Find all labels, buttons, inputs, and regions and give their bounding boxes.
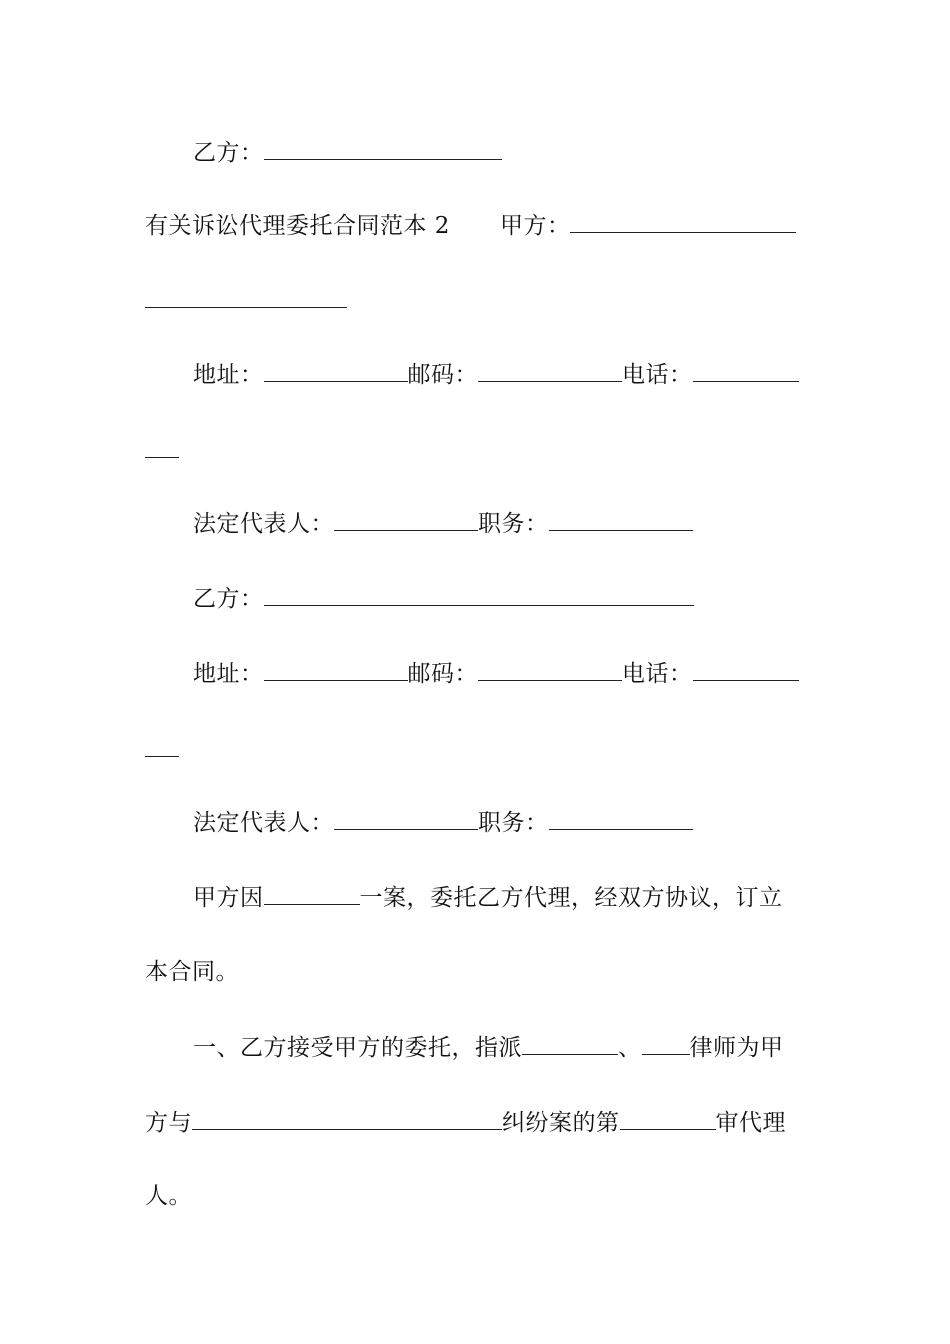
rep-blank-2[interactable] (334, 811, 478, 830)
clause-1-text-b: 、 (618, 1035, 642, 1061)
address-label: 地址： (193, 362, 264, 388)
phone-blank[interactable] (693, 363, 799, 382)
party-b-label-2: 乙方： (193, 586, 264, 612)
phone-blank-4[interactable] (145, 738, 179, 757)
clause-1-text-f: 审代理 (715, 1110, 786, 1136)
party-b-rep-line (145, 808, 807, 838)
lawyer-blank-2[interactable] (642, 1036, 690, 1055)
clause-1-line (145, 1033, 807, 1063)
contract-line (145, 957, 807, 987)
party-b-blank[interactable] (264, 141, 502, 160)
party-a-label: 甲方： (499, 213, 571, 239)
position-label: 职务： (478, 511, 549, 537)
party-b-label: 乙方： (193, 140, 264, 166)
opponent-blank[interactable] (192, 1111, 502, 1130)
party-a-blank-cont (145, 286, 807, 316)
lawyer-blank-1[interactable] (522, 1036, 618, 1055)
clause-1-text-e: 纠纷案的第 (502, 1110, 620, 1136)
instance-blank[interactable] (620, 1111, 716, 1130)
contract-text: 本合同。 (145, 959, 239, 985)
party-b-blank-2[interactable] (264, 587, 694, 606)
position-label-2: 职务： (478, 810, 549, 836)
zip-blank-2[interactable] (478, 662, 622, 681)
case-line (145, 883, 807, 913)
party-b-address-line (145, 659, 807, 689)
party-b-line (145, 138, 807, 168)
zip-label-2: 邮码： (407, 661, 478, 687)
zip-label: 邮码： (407, 362, 478, 388)
address-blank-2[interactable] (264, 662, 408, 681)
case-blank[interactable] (264, 886, 360, 905)
position-blank[interactable] (549, 512, 693, 531)
rep-label: 法定代表人： (193, 511, 334, 537)
phone-blank-2[interactable] (145, 439, 179, 458)
position-blank-2[interactable] (549, 811, 693, 830)
address-label-2: 地址： (193, 661, 264, 687)
case-text-a: 甲方因 (193, 885, 264, 911)
party-a-address-line (145, 360, 807, 390)
rep-label-2: 法定代表人： (193, 810, 334, 836)
phone-blank-3[interactable] (693, 662, 799, 681)
party-a-phone-cont (145, 436, 807, 466)
document-title: 有关诉讼代理委托合同范本 2 (145, 213, 450, 239)
case-text-b: 一案，委托乙方代理，经双方协议，订立 (359, 885, 783, 911)
clause-1-text-g: 人。 (145, 1183, 192, 1209)
rep-blank[interactable] (334, 512, 478, 531)
party-b-phone-cont (145, 735, 807, 765)
clause-1-end (145, 1181, 807, 1211)
clause-1-text-c: 律师为甲 (689, 1035, 784, 1061)
party-a-blank-2[interactable] (145, 289, 347, 308)
title-line (145, 211, 807, 241)
clause-1-text-d: 方与 (145, 1110, 192, 1136)
address-blank[interactable] (264, 363, 408, 382)
clause-1-text-a: 一、乙方接受甲方的委托，指派 (193, 1035, 522, 1061)
phone-label-2: 电话： (622, 661, 693, 687)
party-a-blank[interactable] (570, 214, 796, 233)
zip-blank[interactable] (478, 363, 622, 382)
party-a-rep-line (145, 509, 807, 539)
phone-label: 电话： (622, 362, 693, 388)
clause-1-cont (145, 1108, 807, 1138)
party-b-line-2 (145, 584, 807, 614)
